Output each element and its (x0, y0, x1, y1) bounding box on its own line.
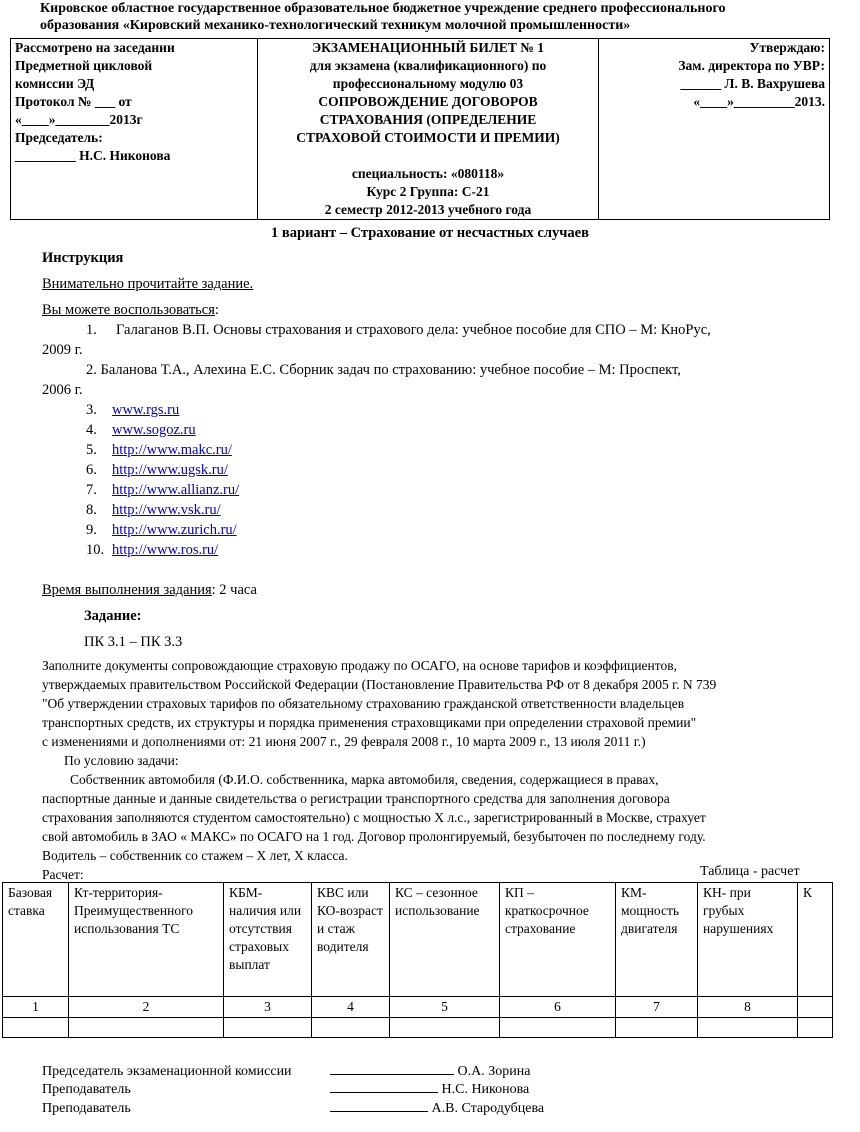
header-center-line: СТРАХОВОЙ СТОИМОСТИ И ПРЕМИИ) (296, 130, 560, 145)
header-right-line: Зам. директора по УВР: (678, 58, 825, 73)
source-item: 2. Баланова Т.А., Алехина Е.С. Сборник задач по страхованию: учебное пособие – М: Проспект, (86, 362, 681, 378)
document-body (42, 248, 822, 884)
ticket-header-table (10, 38, 830, 220)
value-cell[interactable] (500, 1018, 616, 1038)
signature-line (42, 1060, 530, 1080)
header-cell: КБМ-наличия или отсутствия страховых выплат (224, 883, 312, 997)
value-cell[interactable] (390, 1018, 500, 1038)
header-cell: КВС или КО-возраст и стаж водителя (312, 883, 390, 997)
external-link[interactable]: http://www.allianz.ru/ (112, 482, 240, 498)
link-list (42, 400, 822, 560)
calc-label: Расчет: (42, 867, 84, 882)
source-text-cont: 2009 г. (42, 342, 83, 358)
semester: 2 семестр 2012-2013 учебного года (324, 202, 532, 217)
column-number: 1 (3, 997, 69, 1018)
paragraph-line: утверждаемых правительством Российской Федерации (Постановление Правительства РФ от 8 декабря 2005 г. N 739 (42, 677, 717, 692)
signature-role: Преподаватель (42, 1101, 131, 1116)
link-number: 9. (86, 522, 97, 538)
paragraph-line: транспортных средств, их структуры и порядка применения страховщиками при определении страховой премии" (42, 715, 697, 730)
header-right-line: ______ Л. В. Вахрушева (680, 76, 825, 91)
header-left-line: Протокол № ___ от (15, 94, 132, 109)
link-number: 7. (86, 482, 97, 498)
header-center-line: СТРАХОВАНИЯ (ОПРЕДЕЛЕНИЕ (319, 112, 537, 127)
link-number: 3. (86, 402, 97, 418)
link-number: 4. (86, 422, 97, 438)
course-group: Курс 2 Группа: С-21 (366, 184, 490, 199)
column-number-row (3, 997, 833, 1018)
competencies: ПК 3.1 – ПК 3.3 (84, 634, 183, 650)
table-header-row (3, 883, 833, 997)
signature-name: Н.С. Никонова (441, 1082, 530, 1097)
time-label: Время выполнения задания (42, 582, 212, 598)
table-caption: Таблица - расчет (700, 864, 800, 879)
sources-label-text: Вы можете воспользоваться (42, 302, 215, 318)
header-cell: Базовая ставка (3, 883, 69, 997)
value-cell[interactable] (798, 1018, 833, 1038)
paragraph-line: с изменениями и дополнениями от: 21 июня 2007 г., 29 февраля 2008 г., 10 марта 2009 г., 13 июля 2011 г.) (42, 734, 646, 749)
header-cell: КП – краткосрочное страхование (500, 883, 616, 997)
link-number: 10. (86, 542, 105, 558)
time-value: : 2 часа (211, 582, 257, 598)
column-number: 3 (224, 997, 312, 1018)
paragraph-line: "Об утверждении страховых тарифов по обязательному страхованию гражданской ответственности владельцев (42, 696, 685, 711)
header-cell: КС – сезонное использование (390, 883, 500, 997)
external-link[interactable]: http://www.makc.ru/ (112, 442, 232, 458)
header-cell: Кт-территория-Преимущественного использования ТС (69, 883, 224, 997)
sources-colon: : (214, 302, 219, 318)
external-link[interactable]: www.sogoz.ru (112, 422, 196, 438)
paragraph-line: страхования заполняются студентом самостоятельно) с мощностью Х л.с., зарегистрированный в Москве, страхует (42, 810, 706, 825)
source-text-cont: 2006 г. (42, 382, 83, 398)
column-number: 5 (390, 997, 500, 1018)
header-center-cell (258, 39, 599, 220)
sources-label (42, 300, 822, 320)
link-number: 8. (86, 502, 97, 518)
signature-name: О.А. Зорина (457, 1064, 531, 1079)
header-right-line: «____»_________2013. (693, 94, 825, 109)
paragraph-line: Водитель – собственник со стажем – Х лет, Х класса. (42, 848, 348, 863)
organization-name (40, 0, 816, 34)
link-item (42, 480, 822, 500)
value-cell[interactable] (698, 1018, 798, 1038)
header-left-line: комиссии ЭД (15, 76, 95, 91)
value-cell[interactable] (312, 1018, 390, 1038)
paragraph-line: Заполните документы сопровождающие страховую продажу по ОСАГО, на основе тарифов и коэффициентов, (42, 658, 677, 673)
signature-line (42, 1078, 529, 1098)
column-number: 6 (500, 997, 616, 1018)
signature-line (42, 1097, 544, 1117)
header-left-line: _________ Н.С. Никонова (15, 148, 171, 163)
link-item (42, 440, 822, 460)
header-center-line: профессиональному модулю 03 (332, 76, 524, 91)
external-link[interactable]: www.rgs.ru (112, 402, 180, 418)
task-paragraph-1 (42, 656, 822, 884)
link-item (42, 420, 822, 440)
column-number: 8 (698, 997, 798, 1018)
link-number: 5. (86, 442, 97, 458)
value-cell[interactable] (616, 1018, 698, 1038)
header-cell: КМ-мощность двигателя (616, 883, 698, 997)
signature-role: Председатель экзаменационной комиссии (42, 1064, 292, 1079)
signature-role: Преподаватель (42, 1082, 131, 1097)
column-number: 4 (312, 997, 390, 1018)
source-text: Галаганов В.П. Основы страхования и страхового дела: учебное пособие для СПО – М: КноРус, (116, 322, 711, 338)
org-line-1: Кировское областное государственное образовательное бюджетное учреждение среднего профессионального (40, 1, 726, 16)
condition-label: По условию задачи: (64, 753, 179, 768)
empty-value-row (3, 1018, 833, 1038)
external-link[interactable]: http://www.vsk.ru/ (112, 502, 221, 518)
ticket-title: ЭКЗАМЕНАЦИОННЫЙ БИЛЕТ № 1 (311, 40, 544, 55)
value-cell[interactable] (3, 1018, 69, 1038)
value-cell[interactable] (69, 1018, 224, 1038)
link-item (42, 540, 822, 560)
time-line (42, 580, 822, 600)
header-center-line: СОПРОВОЖДЕНИЕ ДОГОВОРОВ (318, 94, 538, 109)
header-cell: КН- при грубых нарушениях (698, 883, 798, 997)
link-item (42, 520, 822, 540)
external-link[interactable]: http://www.ros.ru/ (112, 542, 219, 558)
header-left-cell (11, 39, 258, 220)
header-right-cell (599, 39, 830, 220)
value-cell[interactable] (224, 1018, 312, 1038)
link-item (42, 500, 822, 520)
variant-title: 1 вариант – Страхование от несчастных случаев (271, 225, 589, 241)
instruction-heading: Инструкция (42, 250, 124, 266)
column-number: 2 (69, 997, 224, 1018)
calculation-table (2, 882, 833, 1038)
column-number: 7 (616, 997, 698, 1018)
column-number (798, 997, 833, 1018)
paragraph-line: паспортные данные и данные свидетельства о регистрации транспортного средства для заполнения договора (42, 791, 670, 806)
paragraph-line: свой автомобиль в ЗАО « МАКС» по ОСАГО на 1 год. Договор пролонгируемый, безубыточен по последнему году. (42, 829, 706, 844)
external-link[interactable]: http://www.ugsk.ru/ (112, 462, 228, 478)
external-link[interactable]: http://www.zurich.ru/ (112, 522, 237, 538)
source-item (42, 320, 822, 340)
link-item (42, 460, 822, 480)
org-line-2: образования «Кировский механико-технологический техникум молочной промышленности» (40, 18, 631, 33)
signature-name: А.В. Стародубцева (431, 1101, 545, 1116)
header-right-line: Утверждаю: (749, 40, 825, 55)
link-number: 6. (86, 462, 97, 478)
header-left-line: Председатель: (15, 130, 103, 145)
link-item (42, 400, 822, 420)
paragraph-line: Собственник автомобиля (Ф.И.О. собственника, марка автомобиля, сведения, содержащиеся в правах, (70, 772, 659, 787)
header-left-line: «____»________2013г (15, 112, 143, 127)
instruction-read: Внимательно прочитайте задание. (42, 276, 254, 292)
specialty: специальность: «080118» (351, 166, 505, 181)
header-left-line: Рассмотрено на заседании (15, 40, 175, 55)
task-heading: Задание: (84, 608, 142, 624)
source-number: 1. (86, 322, 97, 338)
header-left-line: Предметной цикловой (15, 58, 153, 73)
header-cell: К (798, 883, 833, 997)
header-center-line: для экзамена (квалификационного) по (309, 58, 547, 73)
